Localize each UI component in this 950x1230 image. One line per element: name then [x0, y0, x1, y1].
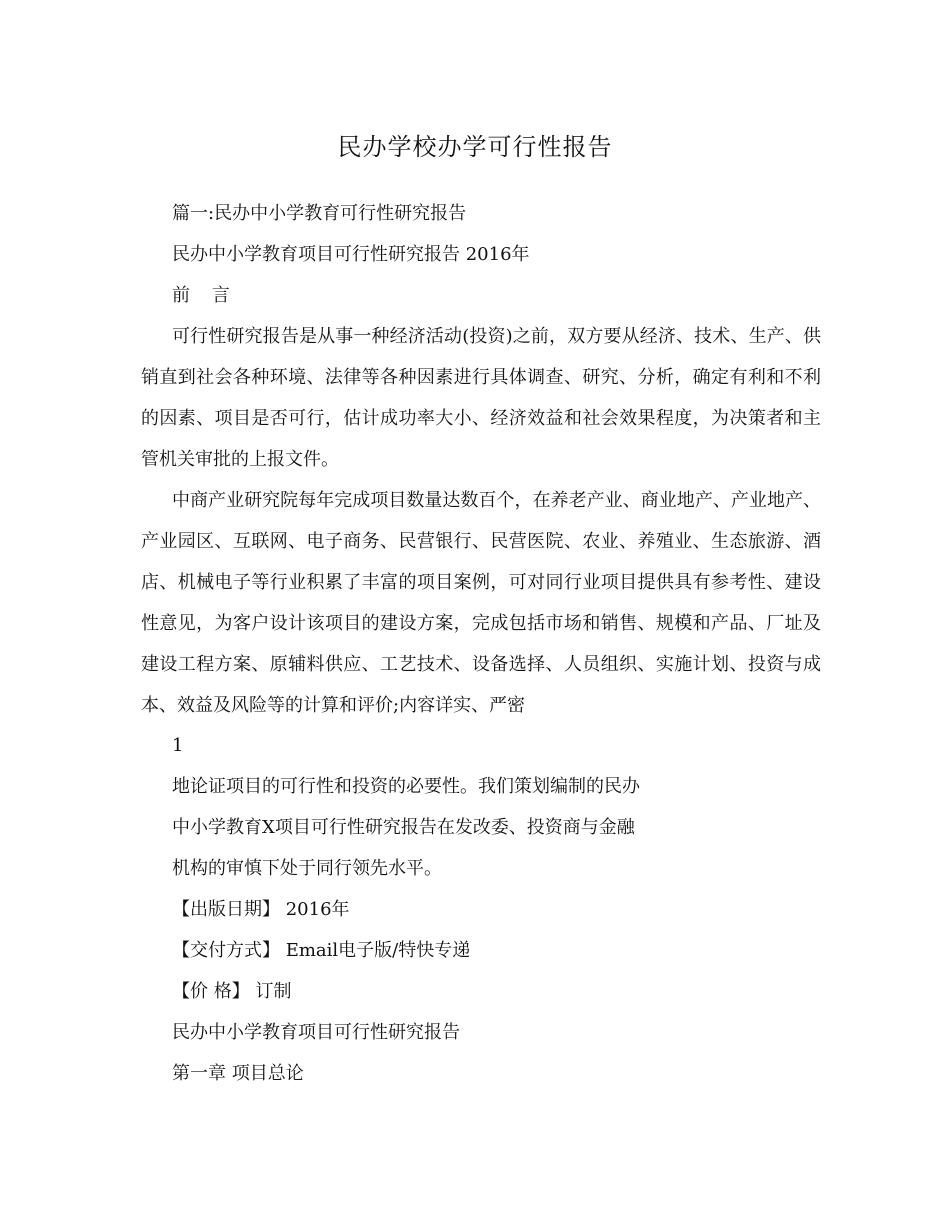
delivery-method: 【交付方式】 Email电子版/特快专递	[172, 940, 471, 961]
page-number: 1	[172, 735, 184, 756]
continuation-line-1: 地论证项目的可行性和投资的必要性。我们策划编制的民办	[172, 776, 640, 797]
document-title: 民办学校办学可行性报告	[337, 133, 613, 161]
paragraph-intro: 可行性研究报告是从事一种经济活动(投资)之前，双方要从经济、技术、生产、供销直到社会各种环境、法律等各种因素进行具体调查、研究、分析，确定有利和不利的因素、项目是否可行，估计成功率大小、经济效益和社会效果程度，为决策者和主管机关审批的上报文件。	[141, 326, 821, 470]
preface-heading: 前 言	[172, 285, 238, 306]
part-heading: 篇一:民办中小学教育可行性研究报告	[172, 203, 467, 224]
continuation-line-3: 机构的审慎下处于同行领先水平。	[172, 858, 442, 879]
publication-date: 【出版日期】 2016年	[172, 899, 350, 920]
report-title-repeat: 民办中小学教育项目可行性研究报告	[172, 1022, 460, 1043]
price: 【价 格】 订制	[172, 981, 292, 1002]
chapter-one-heading: 第一章 项目总论	[172, 1063, 304, 1084]
paragraph-institute: 中商产业研究院每年完成项目数量达数百个，在养老产业、商业地产、产业地产、产业园区、互联网、电子商务、民营银行、民营医院、农业、养殖业、生态旅游、酒店、机械电子等行业积累了丰富的项目案例，可对同行业项目提供具有参考性、建设性意见，为客户设计该项目的建设方案，完成包括市场和销售、规模和产品、厂址及建设工程方案、原辅料供应、工艺技术、设备选择、人员组织、实施计划、投资与成本、效益及风险等的计算和评价;内容详实、严密	[141, 490, 821, 716]
report-title: 民办中小学教育项目可行性研究报告 2016年	[172, 244, 530, 265]
continuation-line-2: 中小学教育X项目可行性研究报告在发改委、投资商与金融	[172, 817, 635, 838]
